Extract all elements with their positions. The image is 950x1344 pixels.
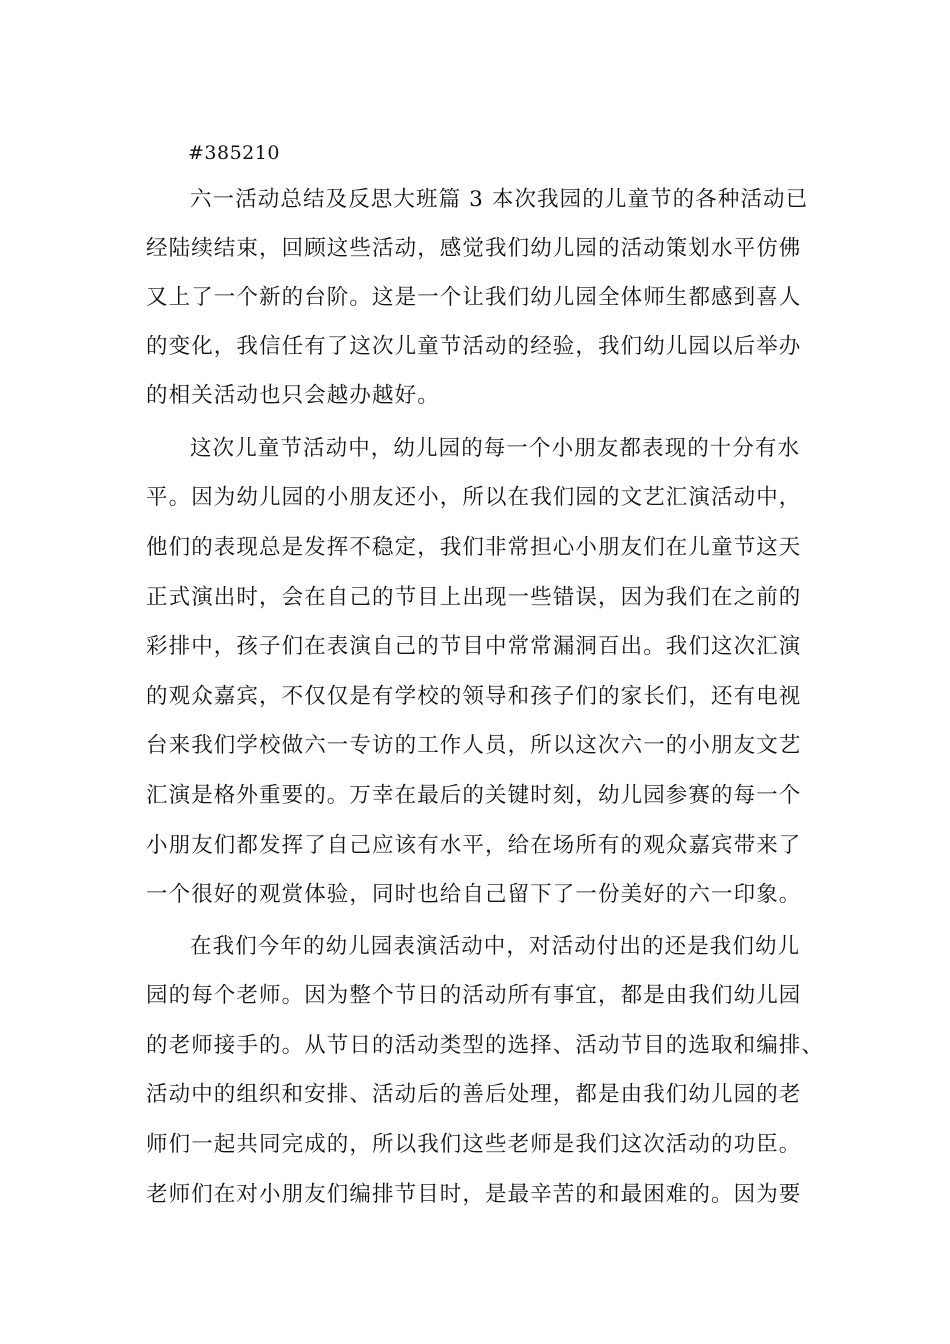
paragraph-3-line-6: 老师们在对小朋友们编排节目时，是最辛苦的和最困难的。因为要: [146, 1182, 802, 1207]
paragraph-3-line-1: 在我们今年的幼儿园表演活动中，对活动付出的还是我们幼儿: [190, 934, 801, 959]
paragraph-1-line-1: 六一活动总结及反思大班篇 3 本次我园的儿童节的各种活动已: [190, 187, 809, 212]
document-id: #385210: [188, 142, 280, 164]
paragraph-2-line-1: 这次儿童节活动中，幼儿园的每一个小朋友都表现的十分有水: [190, 436, 801, 461]
paragraph-1-line-3: 又上了一个新的台阶。这是一个让我们幼儿园全体师生都感到喜人: [146, 285, 802, 310]
paragraph-2-line-4: 正式演出时，会在自己的节目上出现一些错误，因为我们在之前的: [146, 585, 802, 610]
paragraph-2-line-10: 一个很好的观赏体验，同时也给自己留下了一份美好的六一印象。: [146, 882, 802, 907]
paragraph-3-line-4: 活动中的组织和安排、活动后的善后处理，都是由我们幼儿园的老: [146, 1082, 802, 1107]
paragraph-3-line-3: 的老师接手的。从节日的活动类型的选择、活动节目的选取和编排、: [146, 1033, 825, 1058]
paragraph-2-line-7: 台来我们学校做六一专访的工作人员，所以这次六一的小朋友文艺: [146, 733, 802, 758]
paragraph-1-line-2: 经陆续结束，回顾这些活动，感觉我们幼儿园的活动策划水平仿佛: [146, 236, 802, 261]
paragraph-3-line-2: 园的每个老师。因为整个节日的活动所有事宜，都是由我们幼儿园: [146, 983, 802, 1008]
paragraph-2-line-5: 彩排中，孩子们在表演自己的节目中常常漏洞百出。我们这次汇演: [146, 634, 802, 659]
paragraph-1-line-5: 的相关活动也只会越办越好。: [146, 383, 440, 408]
paragraph-2-line-2: 平。因为幼儿园的小朋友还小，所以在我们园的文艺汇演活动中，: [146, 485, 802, 510]
paragraph-3-line-5: 师们一起共同完成的，所以我们这些老师是我们这次活动的功臣。: [146, 1132, 802, 1157]
paragraph-2-line-3: 他们的表现总是发挥不稳定，我们非常担心小朋友们在儿童节这天: [146, 535, 802, 560]
paragraph-2-line-8: 汇演是格外重要的。万幸在最后的关键时刻，幼儿园参赛的每一个: [146, 783, 802, 808]
paragraph-1-line-4: 的变化，我信任有了这次儿童节活动的经验，我们幼儿园以后举办: [146, 334, 802, 359]
paragraph-2-line-6: 的观众嘉宾，不仅仅是有学校的领导和孩子们的家长们，还有电视: [146, 684, 802, 709]
paragraph-2-line-9: 小朋友们都发挥了自己应该有水平，给在场所有的观众嘉宾带来了: [146, 833, 802, 858]
